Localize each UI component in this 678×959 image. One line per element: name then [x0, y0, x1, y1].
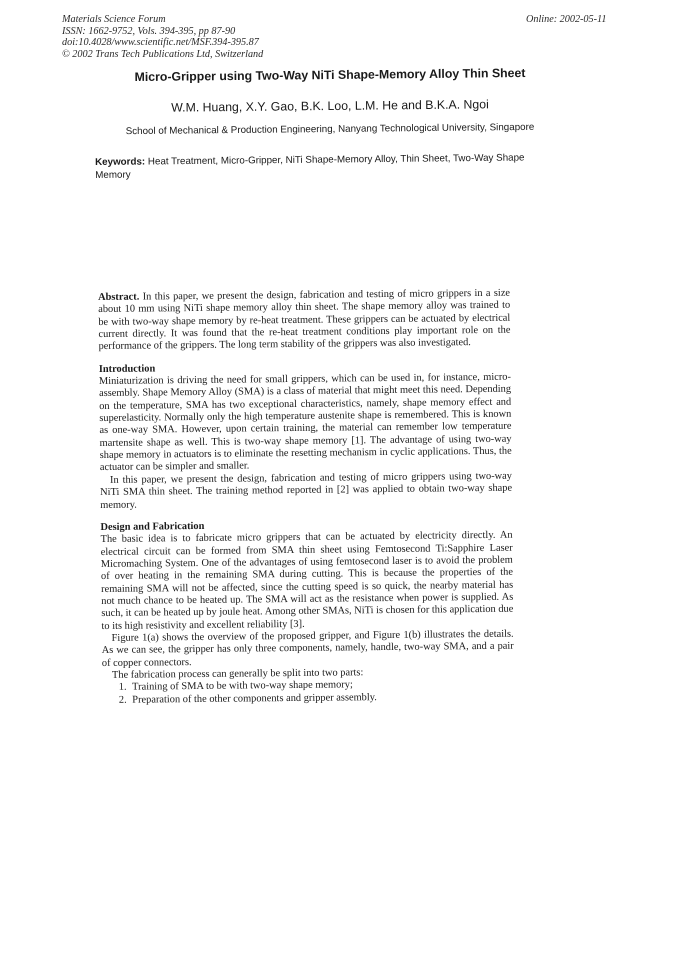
introduction-heading: Introduction	[98, 363, 156, 375]
author-list: W.M. Huang, X.Y. Gao, B.K. Loo, L.M. He and B.K.A. Ngoi	[171, 97, 489, 115]
issn-line: ISSN: 1662-9752, Vols. 394-395, pp 87-90	[62, 25, 236, 37]
design-paragraph-3: The fabrication process can generally be split into two parts:	[111, 667, 364, 681]
affiliation: School of Mechanical & Production Engineering, Nanyang Technological University, Singapore	[125, 121, 535, 138]
design-heading: Design and Fabrication	[100, 520, 205, 533]
design-paragraph-2: Figure 1(a) shows the overview of the proposed gripper, and Figure 1(b) illustrates the details. As we can see, the gripper has only three components, namely, handle, two-way SMA, and a pair of copper connectors.	[101, 628, 514, 669]
paper-body	[98, 288, 514, 707]
paper-title: Micro-Gripper using Two-Way NiTi Shape-Memory Alloy Thin Sheet	[134, 65, 526, 85]
list-item: 1. Training of SMA to be with two-way shape memory;	[129, 678, 514, 694]
abstract	[98, 288, 511, 354]
introduction-paragraph-1: Miniaturization is driving the need for small grippers, which can be used in, for instance, micro-assembly. Shape Memory Alloy (SMA) is a class of material that might meet this need. Depending on the temperature, SMA has two exceptional characteristics, namely, shape memory effect and superelasticity. Normally only the high temperature austenite shape is remembered. This is known as one-way SMA. However, upon certain training, the material can remember low temperature martensite shape as well. This is two-way shape memory [1]. The advantage of using two-way shape memory in actuators is to eliminate the resetting mechanism in cyclic applications. Thus, the actuator can be simpler and smaller.	[98, 371, 512, 474]
design-paragraph-1: The basic idea is to fabricate micro grippers that can be actuated by electricity directly. An electrical circuit can be formed from SMA thin sheet using Femtosecond Ti:Sapphire Laser Micromaching System. One of the advantages of using femtosecond laser is to avoid the problem of over heating in the remaining SMA during cutting. This is because the properties of the remaining SMA will not be affected, since the cutting speed is so quick, the nearby material has not much chance to be heated up. The SMA will act as the resistance when power is supplied. As such, it can be heated up by joule heat. Among other SMAs, NiTi is chosen for this application due to its high resistivity and excellent reliability [3].	[100, 529, 514, 632]
copyright-line: © 2002 Trans Tech Publications Ltd, Switzerland	[62, 48, 264, 60]
keywords-label: Keywords:	[95, 156, 146, 168]
online-date: Online: 2002-05-11	[526, 14, 607, 25]
journal-name: Materials Science Forum	[62, 14, 166, 25]
keywords-block	[95, 151, 525, 182]
introduction-paragraph-2: In this paper, we present the design, fabrication and testing of micro grippers using two-way NiTi SMA thin sheet. The training method reported in [2] was applied to obtain two-way shape memory.	[100, 470, 513, 511]
journal-header	[62, 14, 263, 60]
list-item: 2. Preparation of the other components and gripper assembly.	[129, 690, 514, 706]
abstract-text: In this paper, we present the design, fabrication and testing of micro grippers in a size about 10 mm using NiTi shape memory alloy thin sheet. The shape memory alloy was trained to be with two-way shape memory by re-heat treatment. These grippers can be actuated by electrical current directly. It was found that the re-heat treatment conditions play important role on the performance of the grippers. The long term stability of the grippers was also investigated.	[98, 287, 511, 353]
doi-line: doi:10.4028/www.scientific.net/MSF.394-395.87	[62, 37, 259, 49]
fabrication-steps	[102, 678, 514, 707]
abstract-label: Abstract.	[98, 291, 140, 303]
keywords-text: Heat Treatment, Micro-Gripper, NiTi Shape-Memory Alloy, Thin Sheet, Two-Way Shape Memory	[95, 152, 525, 181]
